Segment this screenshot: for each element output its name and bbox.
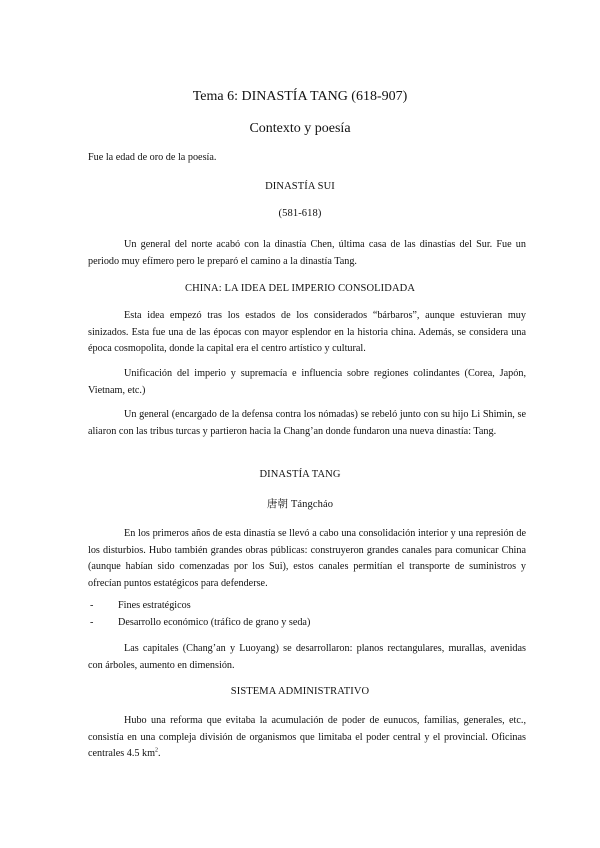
list-dash-marker: - <box>90 600 94 611</box>
sui-paragraph-text: Un general del norte acabó con la dinastía Chen, última casa de las dinastías del Sur. Fue un periodo muy efímero pero le preparó el camino a la dinastía Tang. <box>88 239 526 267</box>
tang-chinese-name <box>0 496 600 511</box>
section-heading-sui: DINASTÍA SUI <box>265 181 335 192</box>
sui-dates: (581-618) <box>278 208 322 219</box>
page-title: Tema 6: DINASTÍA TANG (618-907) <box>192 89 408 104</box>
list-item <box>88 598 526 615</box>
tang-paragraph-1 <box>88 526 526 592</box>
tang-chinese-characters: 唐朝 <box>266 499 289 510</box>
section-heading-imperio: CHINA: LA IDEA DEL IMPERIO CONSOLIDADA <box>184 283 416 294</box>
page-subtitle: Contexto y poesía <box>249 121 351 136</box>
tang-pinyin: Tángcháo <box>290 499 334 510</box>
list-dash-marker: - <box>90 616 94 628</box>
imperio-paragraph-3-text: Un general (encargado de la defensa contra los nómadas) se rebeló junto con su hijo Li Shimin, se aliaron con las tribus turcas y partieron hacia la Chang’an donde fundaron una nueva dinastía: Tang. <box>88 409 526 437</box>
tang-bullet-list <box>88 598 526 631</box>
imperio-paragraph-2 <box>88 366 526 399</box>
section-heading-tang: DINASTÍA TANG <box>259 469 341 480</box>
admin-paragraph-end: . <box>158 748 161 759</box>
list-item-text: Desarrollo económico (tráfico de grano y seda) <box>118 616 311 628</box>
tang-paragraph-2-text: Las capitales (Chang’an y Luoyang) se desarrollaron: planos rectangulares, murallas, avenidas con árboles, aumento en dimensión. <box>88 643 526 671</box>
section-heading-admin: SISTEMA ADMINISTRATIVO <box>230 686 370 697</box>
tang-paragraph-1-text: En los primeros años de esta dinastía se llevó a cabo una consolidación interior y una represión de los disturbios. Hubo también grandes obras públicas: construyeron grandes canales para comunicar China (aunque habían sido comenzadas por los Sui), estos canales permitían el transporte de suministros y ofrecían puntos estatégicos para defenderse. <box>88 528 526 589</box>
list-item-text: Fines estratégicos <box>118 600 191 611</box>
intro-text: Fue la edad de oro de la poesía. <box>88 152 217 163</box>
imperio-paragraph-2-text: Unificación del imperio y supremacía e influencia sobre regiones colindantes (Corea, Japón, Vietnam, etc.) <box>88 368 526 396</box>
imperio-paragraph-1 <box>88 308 526 358</box>
imperio-paragraph-1-text: Esta idea empezó tras los estados de los considerados “bárbaros”, aunque estuvieran muy sinizados. Esta fue una de las épocas con mayor esplendor en la historia china. Además, se considera una época cosmopolita, donde la capital era el centro artístico y cultural. <box>88 310 526 354</box>
admin-paragraph-text: Hubo una reforma que evitaba la acumulación de poder de eunucos, familias, generales, etc., consistía en una compleja división de organismos que limitaba el poder central y el provincial. Oficinas centrales 4.5 km <box>88 715 526 759</box>
tang-paragraph-2 <box>88 641 526 674</box>
sui-paragraph <box>88 237 526 270</box>
admin-paragraph <box>88 713 526 763</box>
superscript: 2 <box>155 747 159 754</box>
imperio-paragraph-3 <box>88 407 526 440</box>
list-item <box>88 615 526 632</box>
